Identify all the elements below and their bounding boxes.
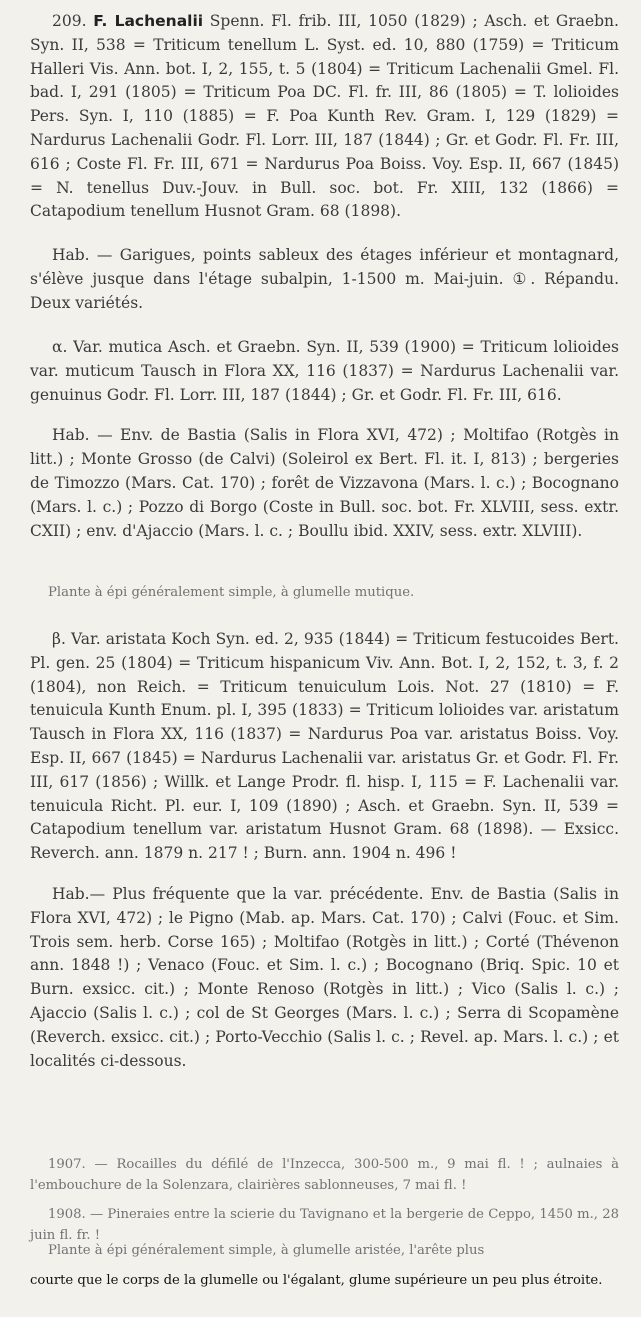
var-mutica-note: Plante à épi généralement simple, à glumelle mutique. [48, 585, 415, 600]
record-1907: 1907. — Rocailles du défilé de l'Inzecca, 300-500 m., 9 mai fl. ! ; aulnaies à l'embouchure de la Solenzara, clairières sablonneuses, 7 mai fl. ! [30, 1157, 619, 1193]
entry-209-habitat: Hab. — Garigues, points sableux des étages inférieur et montagnard, s'élève jusque dans l'étage subalpin, 1-1500 m. Mai-juin. ①. Répandu. Deux variétés. [30, 246, 619, 312]
var-mutica-habitat: Hab. — Env. de Bastia (Salis in Flora XVI, 472) ; Moltifao (Rotgès in litt.) ; Monte Grosso (de Calvi) (Soleirol ex Bert. Fl. it. I, 813) ; bergeries de Timozzo (Mars. Cat. 170) ; forêt de Vizzavona (Mars. l. c.) ; Bocognano (Mars. l. c.) ; Pozzo di Borgo (Coste in Bull. soc. bot. Fr. XLVIII, sess. extr. CXII) ; env. d'Ajaccio (Mars. l. c. ; Boullu ibid. XXIV, sess. extr. XLVIII). [30, 426, 619, 540]
entry-209-synonymy [30, 10, 619, 224]
var-mutica-synonymy: α. Var. mutica Asch. et Graebn. Syn. II, 539 (1900) = Triticum lolioides var. muticum Tausch in Flora XX, 116 (1837) = Nardurus Lachenalii var. genuinus Godr. Fl. Lorr. III, 187 (1844) ; Gr. et Godr. Fl. Fr. III, 616. [30, 338, 619, 404]
variety-aristata [0, 628, 641, 1073]
entry-209-synonymy-text: Spenn. Fl. frib. III, 1050 (1829) ; Asch. et Graebn. Syn. II, 538 = Triticum tenellum L. Syst. ed. 10, 880 (1759) = Triticum Halleri Vis. Ann. bot. I, 2, 155, t. 5 (1804) = Triticum Lachenalii Gmel. Fl. bad. I, 291 (1805) = Triticum Poa DC. Fl. fr. III, 86 (1805) = T. lolioides Pers. Syn. I, 110 (1885) = F. Poa Kunth Rev. Gram. I, 129 (1829) = Nardurus Lachenalii Godr. Fl. Lorr. III, 187 (1844) ; Gr. et Godr. Fl. Fr. III, 616 ; Coste Fl. Fr. III, 671 = Nardurus Poa Boiss. Voy. Esp. II, 667 (1845) = N. tenellus Duv.-Jouv. in Bull. soc. bot. Fr. XIII, 132 (1866) = Catapodium tenellum Husnot Gram. 68 (1898). [30, 12, 619, 221]
var-aristata-records [0, 1154, 641, 1246]
var-aristata-note-continuation [0, 1270, 641, 1291]
variety-mutica [0, 336, 641, 543]
var-mutica-note-block [0, 582, 641, 603]
var-aristata-synonymy: β. Var. aristata Koch Syn. ed. 2, 935 (1844) = Triticum festucoides Bert. Pl. gen. 25 (1804) = Triticum hispanicum Viv. Ann. Bot. I, 2, 152, t. 3, f. 2 (1804), non Reich. = Triticum tenuiculum Lois. Not. 27 (1810) = F. tenuicula Kunth Enum. pl. I, 395 (1833) = Triticum lolioides var. aristatum Tausch in Flora XX, 116 (1837) = Nardurus Poa var. aristatus Boiss. Voy. Esp. II, 667 (1845) = Nardurus Lachenalii var. aristatus Gr. et Godr. Fl. Fr. III, 617 (1856) ; Willk. et Lange Prodr. fl. hisp. I, 115 = F. Lachenalii var. tenuicula Richt. Pl. eur. I, 109 (1890) ; Asch. et Graebn. Syn. II, 539 = Catapodium tenellum var. aristatum Husnot Gram. 68 (1898). — Exsicc. Reverch. ann. 1879 n. 217 ! ; Burn. ann. 1904 n. 496 ! [30, 630, 619, 863]
var-aristata-habitat: Hab.— Plus fréquente que la var. précédente. Env. de Bastia (Salis in Flora XVI, 472) ; le Pigno (Mab. ap. Mars. Cat. 170) ; Calvi (Fouc. et Sim. Trois sem. herb. Corse 165) ; Moltifao (Rotgès in litt.) ; Corté (Thévenon ann. 1848 !) ; Venaco (Fouc. et Sim. l. c.) ; Bocognano (Briq. Spic. 10 et Burn. exsicc. cit.) ; Monte Renoso (Rotgès in litt.) ; Vico (Salis l. c.) ; Ajaccio (Salis l. c.) ; col de St Georges (Mars. l. c.) ; Serra di Scopamène (Reverch. exsicc. cit.) ; Porto-Vecchio (Salis l. c. ; Revel. ap. Mars. l. c.) ; et localités ci-dessous. [30, 884, 619, 1070]
record-1908: 1908. — Pineraies entre la scierie du Tavignano et la bergerie de Ceppo, 1450 m., 28 juin fl. fr. ! [30, 1207, 619, 1243]
var-aristata-note-block [0, 1240, 641, 1261]
var-aristata-note-start: Plante à épi généralement simple, à glumelle aristée, l'arête plus [48, 1243, 485, 1258]
var-aristata-note-end: courte que le corps de la glumelle ou l'égalant, glume supérieure un peu plus étroite. [30, 1273, 603, 1288]
entry-209 [0, 10, 641, 316]
species-number: 209. [52, 12, 87, 30]
species-name: F. Lachenalii [93, 12, 204, 30]
